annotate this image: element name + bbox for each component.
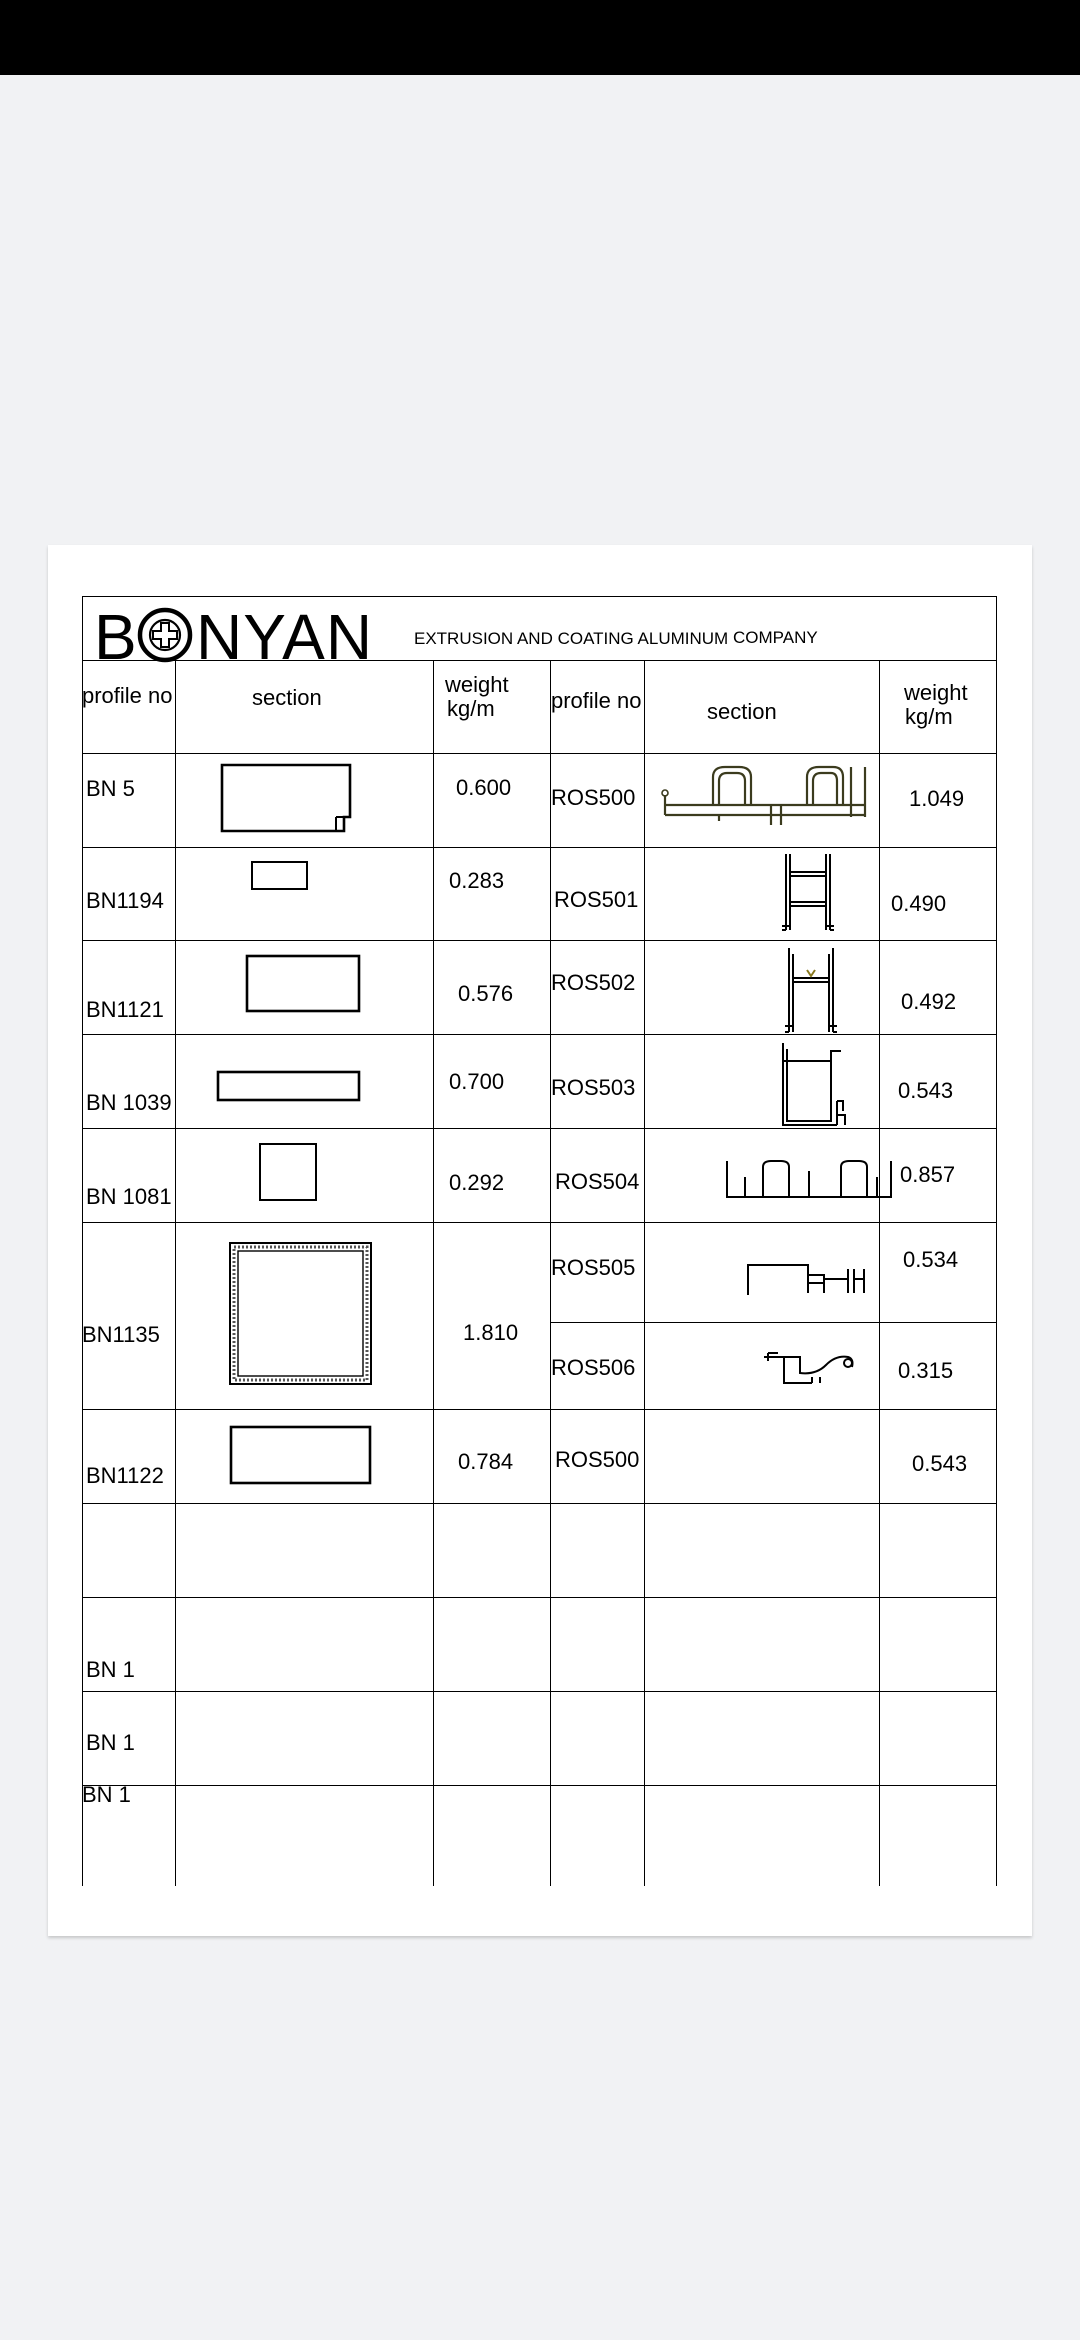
profile-no: ROS500	[551, 785, 636, 810]
profile-no: BN1122	[86, 1463, 164, 1488]
weight-value: 1.810	[463, 1320, 519, 1345]
table-border-left	[82, 596, 83, 1886]
logo-letters: NYAN	[196, 601, 374, 673]
profile-no: BN1121	[86, 997, 164, 1022]
flat-bar-profile-icon	[216, 1070, 362, 1103]
large-square-tube-profile-icon	[228, 1241, 373, 1386]
weight-value: 0.700	[449, 1069, 505, 1094]
header-weight-unit: kg/m	[905, 704, 953, 729]
weight-value: 1.049	[909, 786, 965, 811]
square-profile-icon	[258, 1142, 318, 1202]
rectangle-notched-profile-icon	[220, 763, 356, 835]
row-divider	[82, 940, 996, 941]
header-section: section	[252, 685, 322, 710]
header-profile-no: profile no	[551, 688, 642, 713]
row-divider	[550, 1322, 996, 1323]
profile-no: BN1135	[82, 1322, 160, 1347]
profile-no: BN1194	[86, 888, 164, 913]
weight-value: 0.576	[458, 981, 514, 1006]
weight-value: 0.784	[458, 1449, 514, 1474]
profile-no: ROS506	[551, 1355, 636, 1380]
profile-no: ROS501	[554, 887, 639, 912]
column-divider	[433, 660, 434, 1886]
row-divider	[82, 847, 996, 848]
row-divider	[82, 1128, 996, 1129]
weight-value: 0.490	[891, 891, 947, 916]
h-channel-clip-profile-icon	[783, 946, 839, 1036]
table-border-right	[996, 596, 997, 1886]
weight-value: 0.315	[898, 1358, 954, 1383]
profile-no: BN 1081	[86, 1184, 172, 1209]
row-divider	[82, 1503, 996, 1504]
weight-value: 0.543	[898, 1078, 954, 1103]
rectangle-profile-icon	[245, 954, 362, 1014]
small-rectangle-profile-icon	[250, 860, 310, 892]
column-divider	[644, 660, 645, 1886]
header-profile-no: profile no	[82, 683, 173, 708]
column-divider	[879, 660, 880, 1886]
header-section: section	[707, 699, 777, 724]
table-border-top	[82, 596, 996, 597]
profile-no: BN 5	[86, 776, 135, 801]
document-page	[48, 545, 1032, 1936]
weight-value: 0.543	[912, 1451, 968, 1476]
circle-cross-logo-icon	[136, 606, 194, 664]
profile-no: BN 1039	[86, 1090, 172, 1115]
double-arch-flat-profile-icon	[723, 1157, 895, 1205]
row-divider	[82, 1597, 996, 1598]
weight-value: 0.283	[449, 868, 505, 893]
column-divider	[175, 660, 176, 1886]
company-name: EXTRUSION AND COATING ALUMINUM	[414, 629, 729, 648]
wide-rectangle-profile-icon	[229, 1425, 372, 1486]
header-weight: weight	[904, 680, 968, 705]
row-divider	[82, 1691, 996, 1692]
stepped-channel-profile-icon	[744, 1259, 878, 1299]
row-divider	[82, 1785, 996, 1786]
profile-no: ROS503	[551, 1075, 636, 1100]
company-suffix: COMPANY	[733, 628, 818, 647]
header-weight: weight	[445, 672, 509, 697]
profile-no: ROS504	[555, 1169, 640, 1194]
row-divider	[82, 1409, 996, 1410]
profile-no: ROS502	[551, 970, 636, 995]
profile-no: BN 1	[86, 1730, 135, 1755]
weight-value: 0.857	[900, 1162, 956, 1187]
weight-value: 0.292	[449, 1170, 505, 1195]
logo-letter: B	[94, 601, 138, 673]
u-channel-lip-profile-icon	[779, 1041, 851, 1129]
profile-no: ROS500	[555, 1447, 640, 1472]
h-channel-profile-icon	[780, 852, 838, 934]
weight-value: 0.600	[456, 775, 512, 800]
row-divider	[82, 1034, 996, 1035]
weight-value: 0.492	[901, 989, 957, 1014]
profile-no: BN 1	[86, 1657, 135, 1682]
profile-table	[48, 545, 1032, 1936]
profile-no: ROS505	[551, 1255, 636, 1280]
hook-channel-profile-icon	[760, 1347, 860, 1389]
profile-no: BN 1	[82, 1782, 131, 1807]
double-arch-rail-profile-icon	[661, 765, 867, 837]
row-divider	[82, 1222, 996, 1223]
row-divider	[82, 753, 996, 754]
weight-value: 0.534	[903, 1247, 959, 1272]
status-bar	[0, 0, 1080, 75]
header-weight-unit: kg/m	[447, 696, 495, 721]
